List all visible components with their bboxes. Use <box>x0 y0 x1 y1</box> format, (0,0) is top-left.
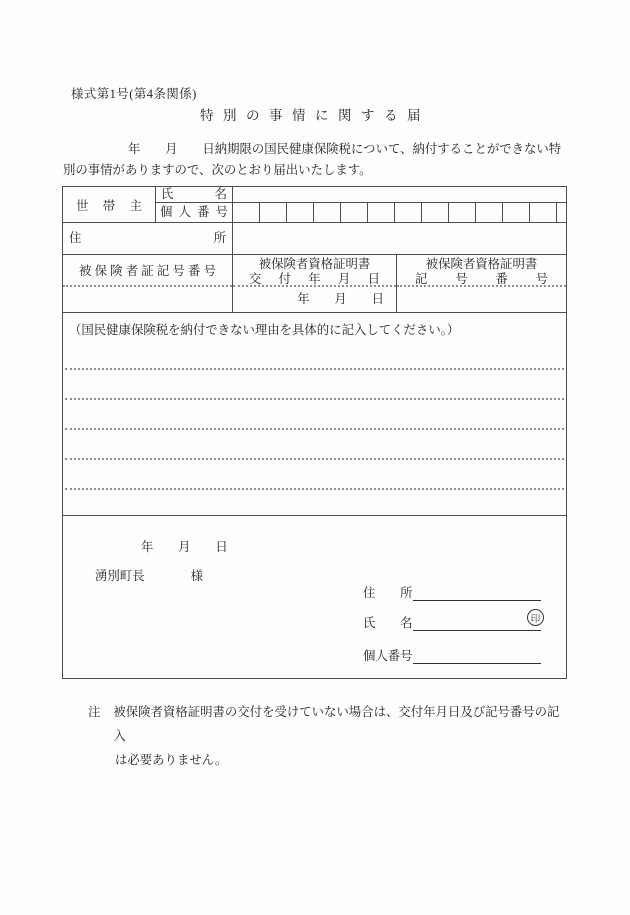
personal-number-label: 個人番号 <box>160 205 228 219</box>
signature-name-label: 氏 名 <box>363 616 413 630</box>
signature-address-underline <box>413 586 541 601</box>
personal-number-row <box>156 203 566 222</box>
personal-number-digit-box <box>395 203 422 222</box>
reason-ruled-line <box>65 368 564 370</box>
intro-line-2: 別の事情がありますので、次のとおり届出いたします。 <box>63 163 372 177</box>
form-number: 様式第1号(第4条関係) <box>71 87 197 101</box>
personal-number-label-cell <box>156 203 233 222</box>
personal-number-digit-box <box>530 203 557 222</box>
reason-box <box>63 313 566 516</box>
personal-number-digit-box <box>449 203 476 222</box>
reason-ruled-line <box>65 398 564 400</box>
certificate-number-header <box>397 255 566 287</box>
note-text-line2: は必要ありません。 <box>115 753 228 767</box>
certificate-number-field <box>397 287 566 312</box>
personal-number-digit-box <box>341 203 368 222</box>
addressee-name: 湧別町長 <box>95 569 145 583</box>
reason-ruled-line <box>65 428 564 430</box>
seal-mark-icon: 印 <box>527 609 544 626</box>
householder-fields <box>156 187 566 222</box>
householder-label: 世帯主 <box>76 198 142 213</box>
householder-row <box>63 187 566 223</box>
signature-box <box>63 516 566 678</box>
insured-card-number-header <box>63 255 232 287</box>
name-row <box>156 187 566 203</box>
householder-label-cell <box>63 187 156 222</box>
reason-instruction: （国民健康保険税を納付できない理由を具体的に記入してください。） <box>69 323 460 337</box>
addressee-line <box>95 566 203 584</box>
certificate-number-header-line1: 被保険者資格証明書 <box>425 257 538 271</box>
personal-number-digit-box <box>503 203 530 222</box>
signature-date-blank: 年 月 日 <box>141 540 228 554</box>
certificate-row <box>63 255 566 313</box>
signature-name-field <box>363 613 541 631</box>
address-label: 住所 <box>69 231 226 245</box>
reason-ruled-line <box>65 488 564 490</box>
footer-note <box>88 700 568 772</box>
personal-number-digit-box <box>314 203 341 222</box>
personal-number-digit-box <box>368 203 395 222</box>
page-title: 特別の事情に関する届 <box>200 108 430 123</box>
certificate-issue-cell <box>233 255 397 312</box>
certificate-issue-date-field: 年 月 日 <box>297 292 384 306</box>
address-row <box>63 223 566 255</box>
reason-ruled-line <box>65 458 564 460</box>
personal-number-digit-box <box>287 203 314 222</box>
personal-number-digit-box <box>422 203 449 222</box>
certificate-issue-header <box>233 255 396 287</box>
note-marker: 注 <box>88 705 101 719</box>
form-table <box>62 186 567 679</box>
signature-personal-number-label: 個人番号 <box>363 649 413 663</box>
address-label-cell <box>63 223 233 254</box>
insured-card-number-label: 被保険者証記号番号 <box>79 264 216 278</box>
address-value-field <box>233 223 566 254</box>
personal-number-filler <box>557 203 566 222</box>
signature-personal-number-underline <box>413 649 541 664</box>
personal-number-digit-box <box>476 203 503 222</box>
signature-address-label: 住 所 <box>363 586 413 600</box>
personal-number-digit-box <box>233 203 260 222</box>
signature-address-field <box>363 583 541 601</box>
certificate-issue-header-line1: 被保険者資格証明書 <box>258 257 371 271</box>
addressee-honorific: 様 <box>190 569 203 583</box>
personal-number-digit-box <box>260 203 287 222</box>
name-label-cell <box>156 187 233 202</box>
name-label: 氏名 <box>161 187 227 201</box>
intro-line-1: 年 月 日納期限の国民健康保険税について、納付することができない特 <box>128 142 562 156</box>
signature-personal-number-field <box>363 646 541 664</box>
note-text-line1: 被保険者資格証明書の交付を受けていない場合は、交付年月日及び記号番号の記入 <box>113 705 560 743</box>
certificate-number-header-line2: 記号番号 <box>415 272 548 286</box>
certificate-issue-header-line2: 交付年月日 <box>249 272 380 286</box>
signature-name-underline <box>413 616 541 631</box>
insured-card-number-field <box>63 287 232 312</box>
insured-card-number-cell <box>63 255 233 312</box>
certificate-number-cell <box>397 255 566 312</box>
personal-number-boxes <box>233 203 557 222</box>
name-value-field <box>233 187 566 202</box>
